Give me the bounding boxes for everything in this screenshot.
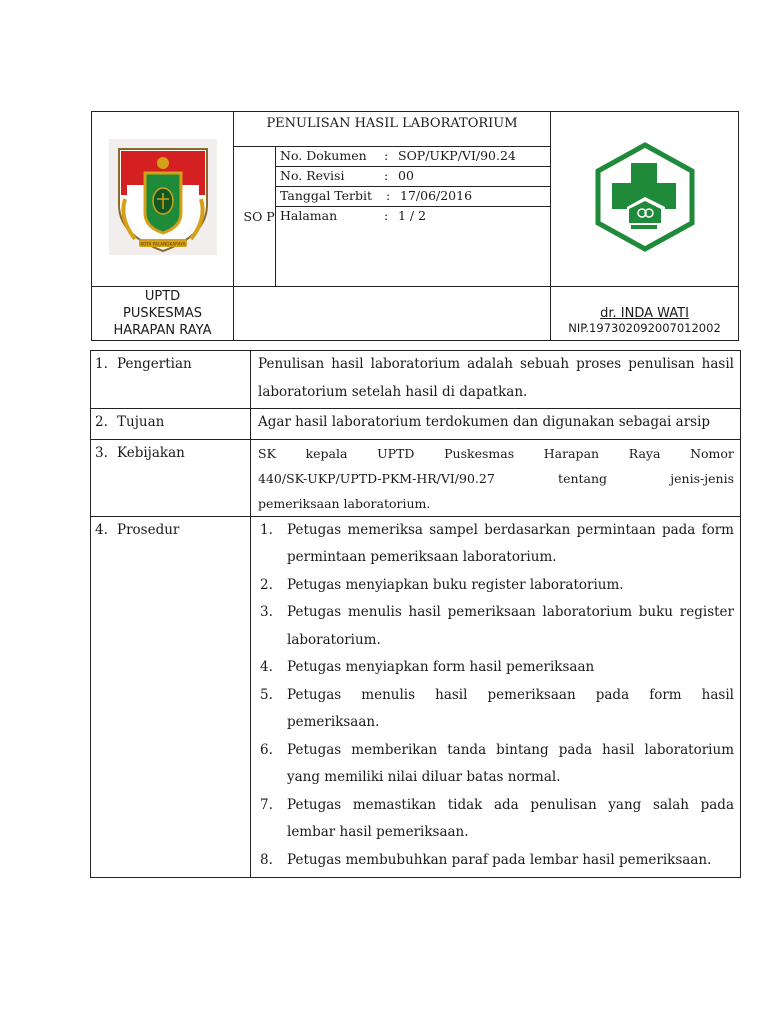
kebijakan-word: Harapan	[543, 445, 600, 461]
document-title: PENULISAN HASIL LABORATORIUM	[234, 112, 551, 147]
meta-label: No. Dokumen	[280, 148, 367, 163]
kebijakan-word: Nomor	[690, 445, 734, 461]
section-number: 3.	[95, 444, 108, 461]
section-label: Prosedur	[117, 521, 180, 538]
meta-value: SOP/UKP/VI/90.24	[398, 148, 516, 163]
step-number: 2.	[260, 576, 273, 593]
empty-middle-cell	[234, 287, 551, 341]
sop-body-table	[90, 350, 741, 878]
puskesmas-logo-icon	[589, 141, 701, 253]
meta-sep: :	[384, 168, 389, 183]
procedure-step	[257, 572, 734, 600]
meta-value: 1 / 2	[398, 208, 427, 223]
step-text: Petugas menulis hasil pemeriksaan pada form hasil pemeriksaan.	[287, 686, 734, 730]
signatory-nip: NIP.197302092007012002	[568, 321, 721, 335]
kebijakan-word: Raya	[628, 445, 661, 461]
meta-value: 00	[398, 168, 414, 183]
section-text: Penulisan hasil laboratorium adalah sebuah proses penulisan hasil laboratorium setelah hasil di dapatkan.	[251, 351, 741, 409]
procedure-step	[257, 682, 734, 737]
city-logo-cell	[92, 112, 234, 287]
uptd-line: UPTD	[144, 289, 181, 304]
sop-label-cell	[234, 147, 276, 287]
kebijakan-line-3: pemeriksaan laboratorium.	[258, 495, 431, 511]
city-logo-text: KOTA PALANGKARAYA	[140, 241, 185, 247]
section-label-cell	[91, 351, 251, 409]
section-row-pengertian	[91, 351, 741, 409]
sop-header-table	[91, 111, 739, 341]
kebijakan-line-2	[258, 466, 734, 491]
section-text: Agar hasil laboratorium terdokumen dan digunakan sebagai arsip	[251, 409, 741, 440]
meta-label: Tanggal Terbit	[280, 188, 373, 203]
uptd-line: HARAPAN RAYA	[113, 323, 212, 338]
procedure-step	[257, 847, 734, 875]
section-label: Pengertian	[117, 356, 192, 372]
procedure-list	[257, 517, 734, 875]
step-text: Petugas memeriksa sampel berdasarkan permintaan pada form permintaan pemeriksaan laboratorium.	[287, 521, 734, 565]
sop-label: SO P	[243, 209, 275, 224]
meta-sep: :	[384, 148, 389, 163]
kebijakan-word: UPTD	[377, 445, 415, 461]
kebijakan-word: tentang	[558, 470, 608, 486]
kebijakan-word: Puskesmas	[444, 445, 515, 461]
section-row-tujuan	[91, 409, 741, 440]
signatory-cell	[551, 287, 739, 341]
meta-no-revisi	[276, 167, 551, 187]
section-label-cell	[91, 516, 251, 878]
section-row-prosedur	[91, 516, 741, 878]
meta-empty-cell	[276, 227, 551, 287]
meta-sep: :	[384, 208, 389, 223]
step-number: 8.	[260, 851, 273, 868]
procedure-step	[257, 792, 734, 847]
section-text-kebijakan	[251, 439, 741, 516]
meta-sep: :	[386, 188, 391, 203]
meta-no-dokumen	[276, 147, 551, 167]
kebijakan-word: SK	[258, 445, 276, 461]
step-number: 5.	[260, 686, 273, 703]
section-number: 2.	[95, 414, 108, 430]
meta-label: Halaman	[280, 208, 338, 223]
step-number: 7.	[260, 796, 273, 813]
meta-label: No. Revisi	[280, 168, 345, 183]
procedure-step	[257, 599, 734, 654]
step-text: Petugas memberikan tanda bintang pada hasil laboratorium yang memiliki nilai diluar batas normal.	[287, 741, 734, 785]
procedure-step	[257, 517, 734, 572]
step-text: Petugas menulis hasil pemeriksaan laboratorium buku register laboratorium.	[287, 604, 734, 648]
step-text: Petugas memastikan tidak ada penulisan yang salah pada lembar hasil pemeriksaan.	[287, 796, 734, 840]
city-shield-logo	[105, 135, 221, 259]
step-number: 4.	[260, 659, 273, 675]
step-text: Petugas menyiapkan buku register laboratorium.	[287, 576, 624, 593]
section-number: 4.	[95, 521, 108, 538]
kebijakan-word: kepala	[305, 445, 348, 461]
step-number: 3.	[260, 604, 273, 620]
section-label: Kebijakan	[117, 444, 185, 461]
procedure-cell	[251, 516, 741, 878]
step-number: 6.	[260, 741, 273, 758]
procedure-step	[257, 654, 734, 682]
procedure-step	[257, 737, 734, 792]
meta-tanggal-terbit	[276, 187, 551, 207]
section-row-kebijakan	[91, 439, 741, 516]
step-text: Petugas menyiapkan form hasil pemeriksaan	[287, 659, 595, 675]
section-label: Tujuan	[117, 414, 165, 430]
section-number: 1.	[95, 356, 108, 372]
step-number: 1.	[260, 521, 273, 538]
kebijakan-word: jenis-jenis	[670, 470, 734, 486]
meta-halaman	[276, 207, 551, 227]
meta-value: 17/06/2016	[400, 188, 473, 203]
uptd-line: PUSKESMAS	[123, 306, 202, 321]
signatory-name: dr. INDA WATI	[600, 306, 689, 321]
uptd-name-cell	[92, 287, 234, 341]
kebijakan-line-1	[258, 441, 734, 466]
step-text: Petugas membubuhkan paraf pada lembar hasil pemeriksaan.	[287, 851, 712, 868]
section-label-cell	[91, 409, 251, 440]
puskesmas-logo-cell	[551, 112, 739, 287]
section-label-cell	[91, 439, 251, 516]
kebijakan-word: 440/SK-UKP/UPTD-PKM-HR/VI/90.27	[258, 470, 495, 486]
